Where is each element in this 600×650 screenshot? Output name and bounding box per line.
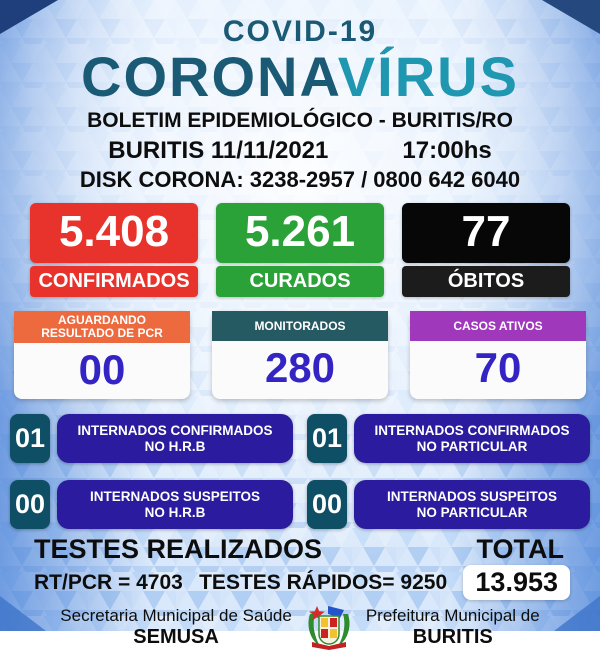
hospitalized-suspected-hrb [10, 480, 293, 529]
confirmed-card [30, 203, 198, 297]
hospitalized-suspected-hrb-count: 00 [10, 480, 50, 529]
health-secretary-name: Secretaria Municipal de Saúde [60, 605, 292, 625]
cured-card [216, 203, 384, 297]
cured-value: 5.261 [216, 203, 384, 263]
hospitalized-suspected-hrb-pill [57, 480, 293, 529]
secondary-stats-row [0, 311, 600, 399]
pill-label-line2: NO PARTICULAR [416, 504, 528, 520]
hospitalized-confirmed-hrb-pill [57, 414, 293, 463]
rtpcr-count: RT/PCR = 4703 [34, 570, 183, 594]
city-date-text: BURITIS 11/11/2021 [108, 137, 329, 164]
covid-19-title: COVID-19 [222, 15, 378, 48]
hospitalized-suspected-private-count: 00 [307, 480, 347, 529]
health-secretary-block [60, 606, 292, 649]
hospitalized-confirmed-private-pill [354, 414, 590, 463]
total-label: TOTAL [476, 534, 564, 564]
active-cases-header [410, 311, 586, 341]
footer [0, 604, 600, 650]
disk-corona-hotline: DISK CORONA: 3238-2957 / 0800 642 6040 [79, 167, 521, 192]
city-hall-city: BURITIS [412, 625, 493, 648]
tests-total-value: 13.953 [463, 565, 570, 600]
pill-label-line1: INTERNADOS SUSPEITOS [386, 488, 558, 504]
monitored-label: MONITORADOS [254, 318, 346, 333]
monitored-value: 280 [264, 344, 336, 391]
confirmed-label: CONFIRMADOS [30, 266, 198, 297]
hospitalized-confirmed-private [307, 414, 590, 463]
pill-label-line2: NO H.R.B [144, 438, 206, 454]
coronavirus-title-dark: CORONA [81, 45, 338, 108]
pill-label-line1: INTERNADOS CONFIRMADOS [374, 422, 570, 438]
monitored-header [212, 311, 388, 341]
monitored-card [212, 311, 388, 399]
primary-stats-row [0, 203, 600, 297]
pill-label-line1: INTERNADOS SUSPEITOS [89, 488, 261, 504]
active-cases-label: CASOS ATIVOS [453, 318, 543, 333]
hospitalized-suspected-private [307, 480, 590, 529]
tests-values-row [0, 565, 600, 600]
hospitalized-confirmed-private-count: 01 [307, 414, 347, 463]
awaiting-pcr-header [14, 311, 190, 343]
awaiting-pcr-value: 00 [78, 346, 126, 393]
city-hall-name: Prefeitura Municipal de [365, 605, 540, 625]
deaths-card [402, 203, 570, 297]
confirmed-value: 5.408 [30, 203, 198, 263]
hospitalized-grid [0, 414, 600, 529]
awaiting-pcr-card [14, 311, 190, 399]
bulletin-subtitle: BOLETIM EPIDEMIOLÓGICO - BURITIS/RO [87, 109, 513, 132]
tests-title: TESTES REALIZADOS [34, 534, 323, 564]
date-time-row [0, 137, 600, 165]
pill-label-line2: NO H.R.B [144, 504, 206, 520]
buritis-coat-of-arms-logo [304, 604, 354, 650]
deaths-value: 77 [402, 203, 570, 263]
pill-label-line1: INTERNADOS CONFIRMADOS [77, 422, 273, 438]
coronavirus-title-light: VÍRUS [337, 45, 519, 108]
active-cases-card [410, 311, 586, 399]
active-cases-value: 70 [474, 344, 522, 391]
hospitalized-confirmed-hrb-count: 01 [10, 414, 50, 463]
deaths-label: ÓBITOS [402, 266, 570, 297]
awaiting-pcr-label: AGUARDANDO RESULTADO DE PCR [41, 313, 163, 340]
health-secretary-acronym: SEMUSA [133, 625, 219, 648]
time-text: 17:00hs [402, 137, 492, 164]
city-hall-block [366, 606, 540, 649]
hospitalized-suspected-private-pill [354, 480, 590, 529]
hospitalized-confirmed-hrb [10, 414, 293, 463]
cured-label: CURADOS [216, 266, 384, 297]
coronavirus-title [0, 45, 600, 108]
rapid-tests-count: TESTES RÁPIDOS= 9250 [199, 570, 448, 594]
tests-header-row [0, 535, 600, 564]
pill-label-line2: NO PARTICULAR [416, 438, 528, 454]
